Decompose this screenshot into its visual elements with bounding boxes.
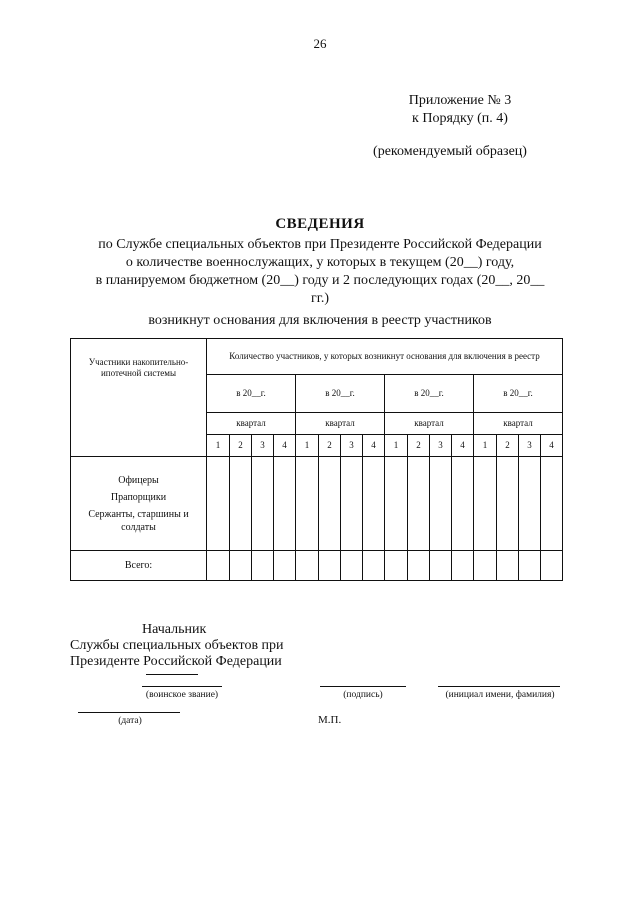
- total-cell: [341, 551, 363, 581]
- recommended-sample-note: (рекомендуемый образец): [373, 144, 527, 159]
- categories-row: [71, 457, 563, 551]
- page-number: 26: [313, 36, 327, 51]
- quarter-number: 2: [497, 435, 519, 457]
- date-line: [78, 712, 180, 713]
- data-cell: [408, 457, 430, 551]
- data-cell: [252, 457, 274, 551]
- signatory-line: Начальник: [142, 622, 207, 637]
- quarter-number: 1: [296, 435, 319, 457]
- signatory-line: Службы специальных объектов при: [70, 638, 284, 653]
- document-title: СВЕДЕНИЯ: [275, 216, 365, 232]
- quarter-header: квартал: [385, 413, 474, 435]
- rank-caption: (воинское звание): [145, 690, 219, 700]
- total-cell: [452, 551, 474, 581]
- quarter-number: 3: [341, 435, 363, 457]
- data-cell: [519, 457, 541, 551]
- name-line: [438, 686, 560, 687]
- year-header: в 20__г.: [385, 375, 474, 413]
- total-cell: [497, 551, 519, 581]
- name-caption: (инициал имени, фамилия): [445, 690, 555, 700]
- total-cell: [363, 551, 385, 581]
- total-cell: [541, 551, 563, 581]
- quarter-number: 2: [319, 435, 341, 457]
- total-cell: [519, 551, 541, 581]
- total-cell: [430, 551, 452, 581]
- document-subtitle: [60, 236, 580, 330]
- data-cell: [230, 457, 252, 551]
- participants-header: Участники накопительно-ипотечной системы: [71, 339, 207, 457]
- annex-number: Приложение № 3: [408, 93, 512, 108]
- year-header: в 20__г.: [474, 375, 563, 413]
- subtitle-line: по Службе специальных объектов при Президенте Российской Федерации: [98, 237, 542, 252]
- data-cell: [207, 457, 230, 551]
- total-cell: [230, 551, 252, 581]
- quarter-number: 1: [385, 435, 408, 457]
- year-header: в 20__г.: [296, 375, 385, 413]
- data-cell: [541, 457, 563, 551]
- count-header: Количество участников, у которых возникнут основания для включения в реестр: [207, 339, 563, 375]
- total-label: Всего:: [71, 551, 207, 581]
- date-caption: (дата): [118, 716, 142, 726]
- data-cell: [497, 457, 519, 551]
- quarter-number: 1: [474, 435, 497, 457]
- quarter-number: 2: [230, 435, 252, 457]
- quarter-number: 3: [252, 435, 274, 457]
- annex-order-reference: к Порядку (п. 4): [412, 111, 508, 126]
- short-rule: [146, 674, 198, 675]
- subtitle-line: в планируемом бюджетном (20__) году и 2 последующих годах (20__, 20__: [95, 273, 545, 288]
- rank-line: [142, 686, 222, 687]
- quarter-number: 3: [519, 435, 541, 457]
- total-cell: [408, 551, 430, 581]
- total-cell: [252, 551, 274, 581]
- category-sergeants-soldiers: Сержанты, старшины и солдаты: [88, 508, 189, 533]
- data-cell: [474, 457, 497, 551]
- signature-line: [320, 686, 406, 687]
- signatory-line: Президенте Российской Федерации: [70, 654, 282, 669]
- signature-caption: (подпись): [343, 690, 383, 700]
- data-cell: [452, 457, 474, 551]
- quarter-number: 4: [363, 435, 385, 457]
- total-row: [71, 551, 563, 581]
- subtitle-line: гг.): [310, 291, 330, 306]
- quarter-number: 3: [430, 435, 452, 457]
- data-cell: [319, 457, 341, 551]
- data-cell: [363, 457, 385, 551]
- category-officers: Офицеры: [118, 474, 159, 486]
- subtitle-line: о количестве военнослужащих, у которых в текущем (20__) году,: [125, 255, 515, 270]
- total-cell: [274, 551, 296, 581]
- year-header: в 20__г.: [207, 375, 296, 413]
- data-cell: [341, 457, 363, 551]
- quarter-header: квартал: [474, 413, 563, 435]
- total-cell: [474, 551, 497, 581]
- quarter-header: квартал: [296, 413, 385, 435]
- quarter-number: 4: [274, 435, 296, 457]
- participants-table: [70, 338, 563, 581]
- quarter-number: 2: [408, 435, 430, 457]
- quarter-header: квартал: [207, 413, 296, 435]
- quarter-number: 1: [207, 435, 230, 457]
- total-cell: [319, 551, 341, 581]
- subtitle-line: возникнут основания для включения в реестр участников: [148, 313, 492, 328]
- data-cell: [274, 457, 296, 551]
- seal-place: М.П.: [318, 714, 342, 726]
- quarter-number: 4: [452, 435, 474, 457]
- total-cell: [385, 551, 408, 581]
- category-warrant-officers: Прапорщики: [110, 491, 167, 503]
- annex-reference: [360, 92, 560, 128]
- data-cell: [296, 457, 319, 551]
- total-cell: [207, 551, 230, 581]
- signatory-position: [70, 622, 310, 670]
- quarter-number: 4: [541, 435, 563, 457]
- categories-cell: [71, 457, 207, 551]
- total-cell: [296, 551, 319, 581]
- data-cell: [385, 457, 408, 551]
- data-cell: [430, 457, 452, 551]
